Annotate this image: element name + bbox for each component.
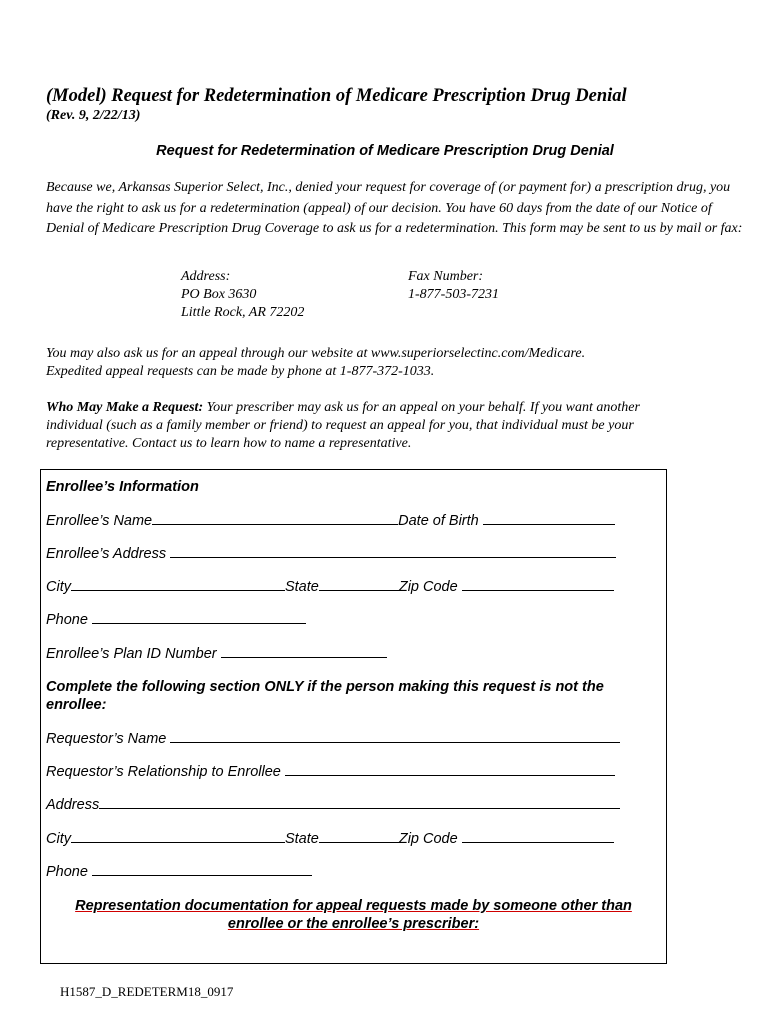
enrollee-address-row [46,544,616,563]
revision-label: (Rev. 9, 2/22/13) [46,108,141,123]
phone-label: Phone [46,612,92,628]
requestor-name-row [46,729,620,748]
who-may-request [46,399,696,453]
representation-line-2: enrollee or the enrollee’s prescriber: [227,916,480,932]
plan-id-label: Enrollee’s Plan ID Number [46,646,221,662]
requestor-name-field[interactable] [170,729,620,743]
requestor-phone-label: Phone [46,864,92,880]
requestor-address-label: Address [46,797,100,813]
fax-label: Fax Number: [408,269,484,284]
representation-line-1: Representation documentation for appeal requests made by someone other than [75,898,632,914]
who-may-label: Who May Make a Request: [46,400,204,415]
address-line-1: PO Box 3630 [181,287,257,302]
requestor-city-label: City [46,831,71,847]
plan-id-field[interactable] [221,644,387,658]
phone-field[interactable] [92,610,306,624]
enrollee-name-row [46,511,615,530]
requestor-state-field[interactable] [319,829,399,843]
who-may-text: Your prescriber may ask us for an appeal on your behalf. If you want another individual (such as a family member or friend) to request an appeal for you, that individual must be your representative. Contact us to learn how to name a representative. [46,400,640,451]
form-code-footer: H1587_D_REDETERM18_0917 [60,984,234,999]
expedited-appeal-text: Expedited appeal requests can be made by phone at 1-877-372-1033. [46,364,435,379]
fax-number: 1-877-503-7231 [408,287,499,302]
requestor-address-row [46,795,620,814]
city-label: City [46,579,71,595]
address-line-2: Little Rock, AR 72202 [181,305,305,320]
enrollee-name-field[interactable] [152,511,398,525]
enrollee-city-row [46,577,614,596]
relationship-label: Requestor’s Relationship to Enrollee [46,764,285,780]
address-label: Address: [181,269,231,284]
city-field[interactable] [71,577,285,591]
requestor-state-label: State [284,831,319,847]
enrollee-heading: Enrollee’s Information [46,479,199,495]
appeal-info [46,345,746,381]
representation-documentation-heading [40,897,667,933]
requestor-phone-row [46,862,312,881]
website-appeal-text: You may also ask us for an appeal through our website at www.superiorselectinc.com/Medicare. [46,346,586,361]
requestor-relationship-row [46,762,615,781]
relationship-field[interactable] [285,762,615,776]
enrollee-plan-id-row [46,644,387,663]
zip-field[interactable] [462,577,614,591]
enrollee-phone-row [46,610,306,629]
intro-paragraph: Because we, Arkansas Superior Select, Inc., denied your request for coverage of (or payment for) a prescription drug, you have the right to ask us for a redetermination (appeal) of our decision. You have 60 days from the date of our Notice of Denial of Medicare Prescription Drug Coverage to ask us for a redetermination. This form may be sent to us by mail or fax: [46,180,743,237]
enrollee-address-label: Enrollee’s Address [46,546,171,562]
requestor-zip-label: Zip Code [398,831,462,847]
page-title: (Model) Request for Redetermination of Medicare Prescription Drug Denial [46,86,627,106]
state-label: State [284,579,319,595]
mailing-address [181,268,304,322]
requestor-section-note: Complete the following section ONLY if the person making this request is not the enrollee: [46,679,604,713]
enrollee-name-label: Enrollee’s Name [46,513,153,529]
requestor-phone-field[interactable] [92,862,312,876]
requestor-address-field[interactable] [99,795,620,809]
requestor-city-row [46,829,614,848]
dob-label: Date of Birth [398,513,483,529]
state-field[interactable] [319,577,399,591]
form-subtitle: Request for Redetermination of Medicare Prescription Drug Denial [156,143,614,159]
requestor-zip-field[interactable] [462,829,614,843]
zip-label: Zip Code [398,579,462,595]
requestor-city-field[interactable] [71,829,285,843]
fax-info [408,268,499,304]
enrollee-address-field[interactable] [170,544,616,558]
dob-field[interactable] [483,511,615,525]
requestor-name-label: Requestor’s Name [46,731,171,747]
